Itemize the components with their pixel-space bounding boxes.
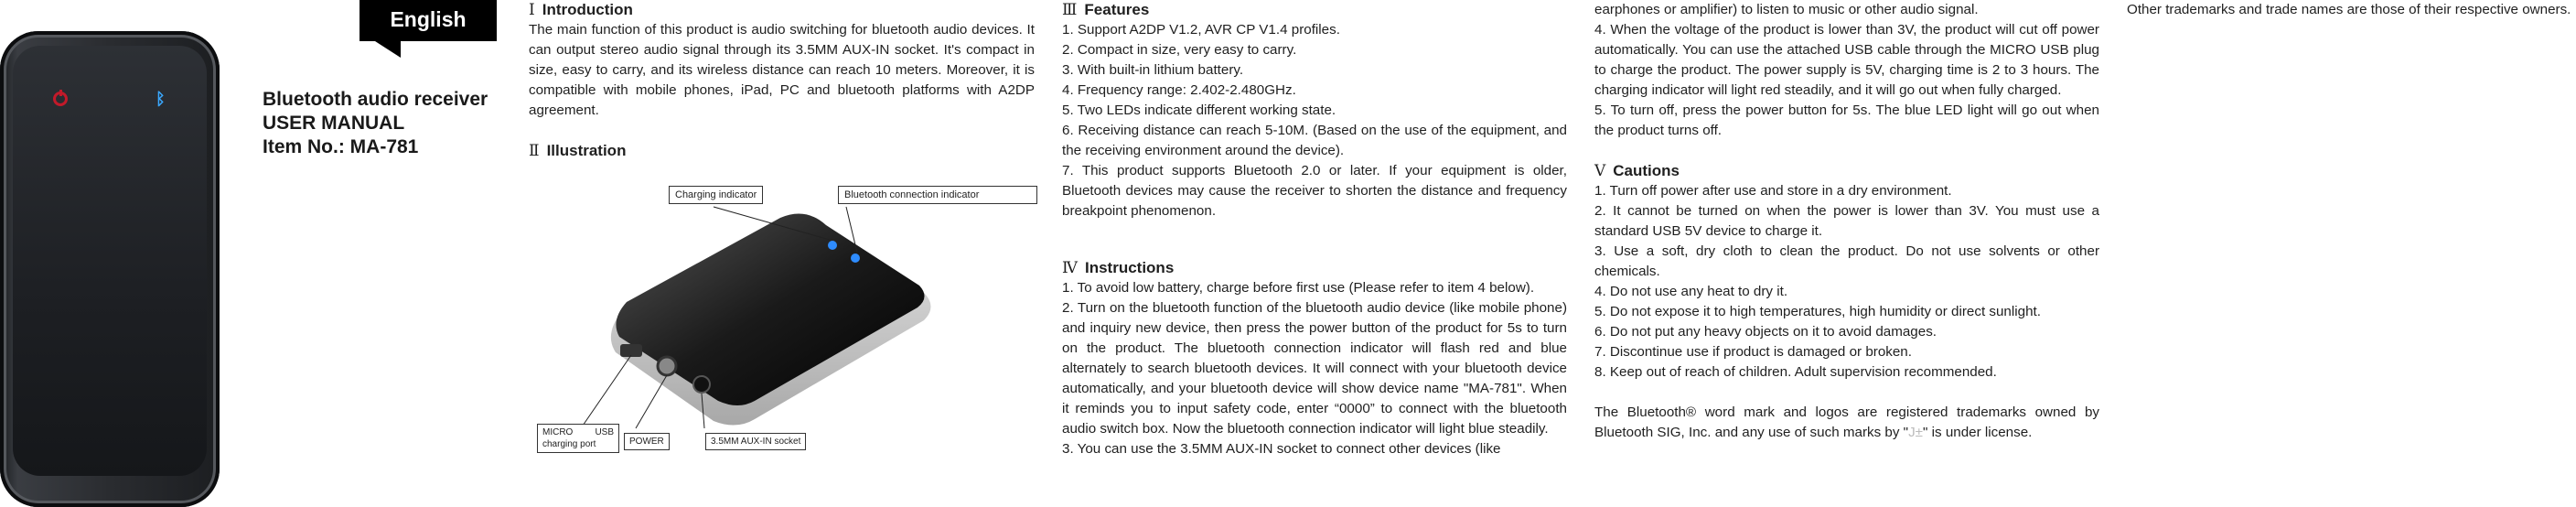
illustration-heading: Ⅱ Illustration — [529, 142, 627, 160]
caution-item: 1. Turn off power after use and store in a dry environment. — [1594, 183, 1952, 199]
feature-item: 6. Receiving distance can reach 5-10M. (Based on the use of the equipment, and the receiving environment around the device). — [1062, 123, 1567, 158]
column-3 — [1594, 0, 2099, 443]
instructions-heading: Ⅳ Instructions — [1062, 259, 1175, 277]
manual-label: USER MANUAL — [263, 113, 405, 134]
feature-item: 2. Compact in size, very easy to carry. — [1062, 42, 1297, 58]
cautions-heading: Ⅴ Cautions — [1594, 162, 1680, 180]
caution-item: 7. Discontinue use if product is damaged or broken. — [1594, 344, 1912, 360]
power-button — [658, 357, 676, 375]
instruction-item: 1. To avoid low battery, charge before first use (Please refer to item 4 below). — [1062, 280, 1535, 296]
intro-heading: Ⅰ Introduction — [529, 1, 633, 19]
instruction-item: 5. To turn off, press the power button for 5s. The blue LED light will go out when the product turns off. — [1594, 102, 2099, 138]
feature-item: 5. Two LEDs indicate different working state. — [1062, 102, 1336, 118]
device-illustration — [535, 174, 1029, 458]
language-tab: English — [360, 0, 497, 41]
micro-usb-port — [620, 344, 642, 357]
item-number: Item No.: MA-781 — [263, 136, 419, 157]
column-4 — [2127, 0, 2571, 20]
column-2 — [1062, 0, 1567, 459]
feature-item: 7. This product supports Bluetooth 2.0 or later. If your equipment is older, Bluetooth devices may cause the receiver to shorten the distance and frequency breakpoint phenomenon. — [1062, 163, 1567, 219]
caution-item: 3. Use a soft, dry cloth to clean the product. Do not use solvents or other chemicals. — [1594, 243, 2099, 279]
caution-item: 6. Do not put any heavy objects on it to avoid damages. — [1594, 324, 1937, 340]
bluetooth-indicator-label: Bluetooth connection indicator — [838, 186, 1037, 204]
micro-usb-label: MICRO USB charging port — [537, 424, 619, 453]
charging-led — [828, 241, 837, 250]
intro-body: The main function of this product is audio switching for bluetooth audio devices. It can output stereo audio signal through its 3.5MM AUX-IN socket. It's compact in size, easy to carry, and its wireless distance can reach 10 meters. Moreover, it is compatible with mobile phones, iPad, PC and bluetooth platforms with A2DP agreement. — [529, 22, 1035, 118]
product-name: Bluetooth audio receiver — [263, 89, 488, 110]
trademark-notice: The Bluetooth® word mark and logos are registered trademarks owned by Bluetooth SIG, Inc. and any use of such marks by "J±" is under license. — [1594, 405, 2099, 440]
instruction-item: earphones or amplifier) to listen to music or other audio signal. — [1594, 2, 1979, 17]
language-tab-tail — [375, 41, 401, 58]
caution-item: 5. Do not expose it to high temperatures, high humidity or direct sunlight. — [1594, 304, 2041, 319]
power-label: POWER — [624, 433, 670, 450]
aux-label: 3.5MM AUX-IN socket — [705, 433, 806, 450]
features-heading: Ⅲ Features — [1062, 1, 1150, 19]
device-face — [13, 46, 207, 476]
caution-item: 4. Do not use any heat to dry it. — [1594, 284, 1788, 299]
charging-indicator-label: Charging indicator — [669, 186, 763, 204]
instruction-item: 3. You can use the 3.5MM AUX-IN socket to connect other devices (like — [1062, 441, 1501, 457]
feature-item: 1. Support A2DP V1.2, AVR CP V1.4 profiles. — [1062, 22, 1340, 38]
instruction-item: 4. When the voltage of the product is lower than 3V, the product will cut off power automatically. You can use the attached USB cable through the MICRO USB plug to charge the product. The power supply is 5V, charging time is 2 to 3 hours. The charging indicator will light red steadily, and it will go out when fully charged. — [1594, 22, 2099, 98]
feature-item: 4. Frequency range: 2.402-2.480GHz. — [1062, 82, 1296, 98]
caution-item: 8. Keep out of reach of children. Adult supervision recommended. — [1594, 364, 1997, 380]
column-1 — [529, 0, 1035, 161]
caution-item: 2. It cannot be turned on when the power is lower than 3V. You must use a standard USB 5V device to charge it. — [1594, 203, 2099, 239]
bluetooth-icon: ᛒ — [156, 90, 166, 108]
instruction-item: 2. Turn on the bluetooth function of the bluetooth audio device (like mobile phone) and inquiry new device, then press the power button of the product for 5s to turn on the product. The bluetooth connection indicator will flash red and blue alternately to search bluetooth devices. It will connect with your bluetooth device automatically, and your bluetooth device will show device name "MA-781". When it reminds you to input safety code, enter “0000” to connect with the bluetooth audio switch box. Now the bluetooth connection indicator will light blue steadily. — [1062, 300, 1567, 437]
power-icon — [53, 92, 68, 106]
aux-socket — [693, 376, 710, 393]
bluetooth-led — [851, 254, 860, 263]
brand-mark: J± — [1908, 425, 1924, 440]
feature-item: 3. With built-in lithium battery. — [1062, 62, 1244, 78]
manual-title — [263, 88, 537, 159]
other-trademarks: Other trademarks and trade names are those of their respective owners. — [2127, 2, 2571, 17]
